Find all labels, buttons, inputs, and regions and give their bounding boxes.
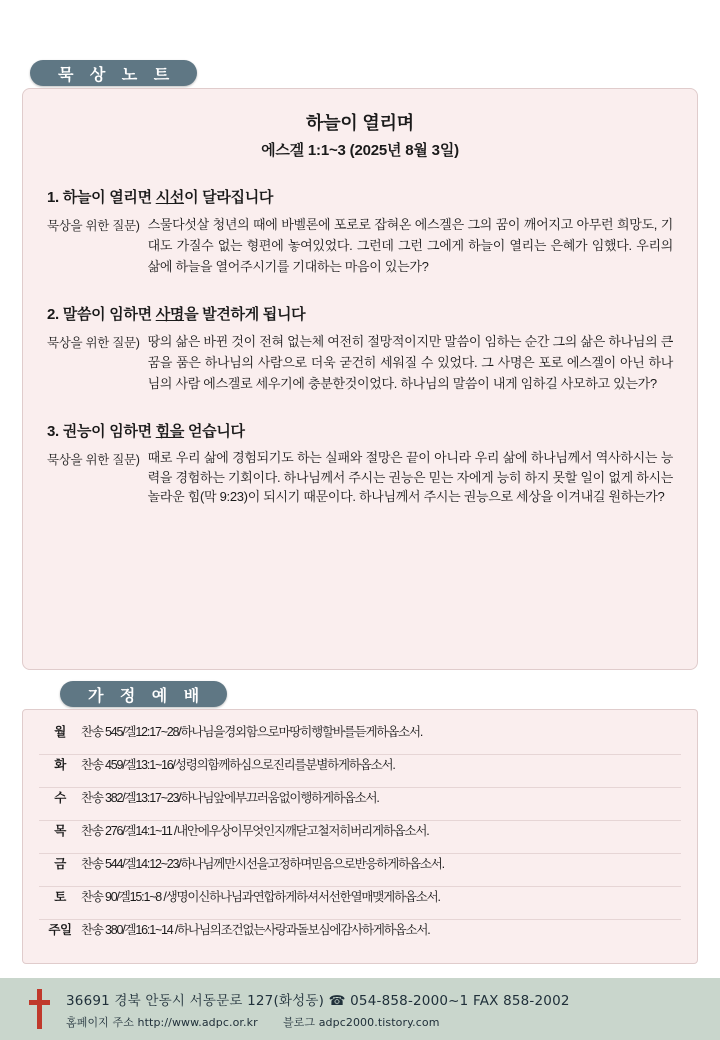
point-head-underline: 시선: [155, 189, 185, 206]
worship-day: 월: [54, 725, 66, 739]
point-head-pre: 권능이 임하면: [62, 423, 156, 441]
point-head-pre: 말씀이 임하면: [62, 306, 156, 324]
meditation-point: [47, 303, 673, 394]
point-question-answer: [47, 448, 673, 506]
worship-day: 목: [54, 824, 66, 838]
point-number: 1.: [47, 189, 59, 206]
footer-contact: [66, 989, 570, 1030]
worship-row: [39, 887, 681, 920]
worship-row: [39, 755, 681, 788]
point-question-answer: [47, 214, 673, 277]
worship-row: [39, 722, 681, 755]
point-heading: [47, 186, 673, 207]
worship-day: 금: [54, 857, 66, 871]
section-tab-meditation-label: 묵 상 노 트: [58, 66, 176, 84]
worship-entry: 찬송 545/겔12:17~28/하나님을경외함으로마땅히행할바를듣게하옵소서.: [81, 725, 423, 739]
point-head-post: 얻습니다: [184, 423, 245, 441]
point-head-pre: 하늘이 열리면: [62, 189, 156, 206]
section-tab-family-worship: [60, 681, 227, 707]
meditation-point: [47, 420, 673, 506]
question-text: 때로 우리 삶에 경험되기도 하는 실패와 절망은 끝이 아니라 우리 삶에 하나님께서 역사하시는 능력을 경험하는 기회이다. 하나님께서 주시는 권능은 믿는 자에게 능히 하지 못할 일이 없게 하시는 놀라운 힘(막 9:23)이 되시기 때문이다. 하나님께서 주시는 권능으로 세상을 이겨내길 원하는가?: [147, 450, 673, 504]
footer-blog[interactable]: 블로그 adpc2000.tistory.com: [282, 1015, 440, 1029]
worship-day: 화: [54, 758, 66, 772]
question-label: 묵상을 위한 질문): [47, 219, 140, 233]
worship-row: [39, 854, 681, 887]
worship-row: [39, 821, 681, 854]
family-worship-box: [22, 709, 698, 964]
worship-entry: 찬송 544/겔14:12~23/하나님께만시선을고정하며믿음으로반응하게하옵소서.: [81, 857, 444, 871]
worship-day: 토: [54, 890, 66, 904]
cross-icon: [26, 989, 52, 1029]
worship-entry: 찬송 459/겔13:1~16/성령의함께하심으로진리를분별하게하옵소서.: [81, 758, 395, 772]
worship-entry: 찬송 276/겔14:1~11 /내안에우상이무엇인지깨닫고철저히버리게하옵소서.: [81, 824, 429, 838]
worship-day: 수: [54, 791, 66, 805]
note-title: 하늘이 열리며: [306, 113, 414, 133]
footer-web-line: [66, 1014, 570, 1030]
worship-row: [39, 920, 681, 952]
point-head-underline: 힘을: [155, 423, 185, 441]
worship-entry: 찬송 382/겔13:17~23/하나님앞에부끄러움없이행하게하옵소서.: [81, 791, 379, 805]
phone-icon: ☎: [328, 992, 346, 1009]
section-tab-meditation: [30, 60, 197, 86]
question-label: 묵상을 위한 질문): [47, 453, 140, 468]
meditation-point: [47, 186, 673, 277]
question-label: 묵상을 위한 질문): [47, 336, 140, 351]
footer-address-line: [66, 989, 570, 1009]
worship-entry: 찬송 90/겔15:1~8 /생명이신하나님과연합하게하셔서선한열매맺게하옵소서.: [81, 890, 440, 904]
point-head-post: 이 달라집니다: [184, 189, 274, 206]
point-heading: [47, 420, 673, 441]
worship-entry: 찬송 380/겔16:1~14 /하나님의조건없는사랑과돌보심에감사하게하옵소서.: [81, 923, 430, 937]
footer-homepage[interactable]: 홈페이지 주소 http://www.adpc.or.kr: [66, 1015, 258, 1029]
question-text: 땅의 삶은 바뀐 것이 전혀 없는체 여전히 절망적이지만 말씀이 임하는 순간 그의 삶은 하나님의 큰 꿈을 품은 하나님의 사람으로 더욱 굳건히 세워질 수 있었다. 그 사명은 포로 에스겔이 아닌 하나님의 사람 에스겔로 세우기에 충분한것이었다. 하나님의 말씀이 내게 임하길 사모하고 있는가?: [147, 334, 673, 392]
point-head-underline: 사명: [155, 306, 185, 324]
section-tab-family-worship-label: 가 정 예 배: [88, 687, 206, 705]
worship-day: 주일: [48, 923, 72, 937]
footer-address: 36691 경북 안동시 서동문로 127(화성동): [66, 992, 325, 1009]
point-number: 2.: [47, 306, 59, 324]
question-text: 스물다섯살 청년의 때에 바벨론에 포로로 잡혀온 에스겔은 그의 꿈이 깨어지고 아무런 희망도, 기대도 가질수 없는 형편에 놓여있었다. 그런데 그런 그에게 하늘이 열리는 은혜가 임했다. 우리의 삶에 하늘을 열어주시기를 기대하는 마음이 있는가?: [147, 217, 673, 275]
point-number: 3.: [47, 423, 59, 441]
note-reference: 에스겔 1:1~3 (2025년 8월 3일): [261, 142, 459, 159]
point-question-answer: [47, 331, 673, 394]
point-head-post: 을 발견하게 됩니다: [184, 306, 306, 324]
point-heading: [47, 303, 673, 324]
worship-row: [39, 788, 681, 821]
meditation-note-box: [22, 88, 698, 670]
footer-phone: 054-858-2000~1 FAX 858-2002: [350, 992, 570, 1009]
footer-bar: [0, 978, 720, 1040]
